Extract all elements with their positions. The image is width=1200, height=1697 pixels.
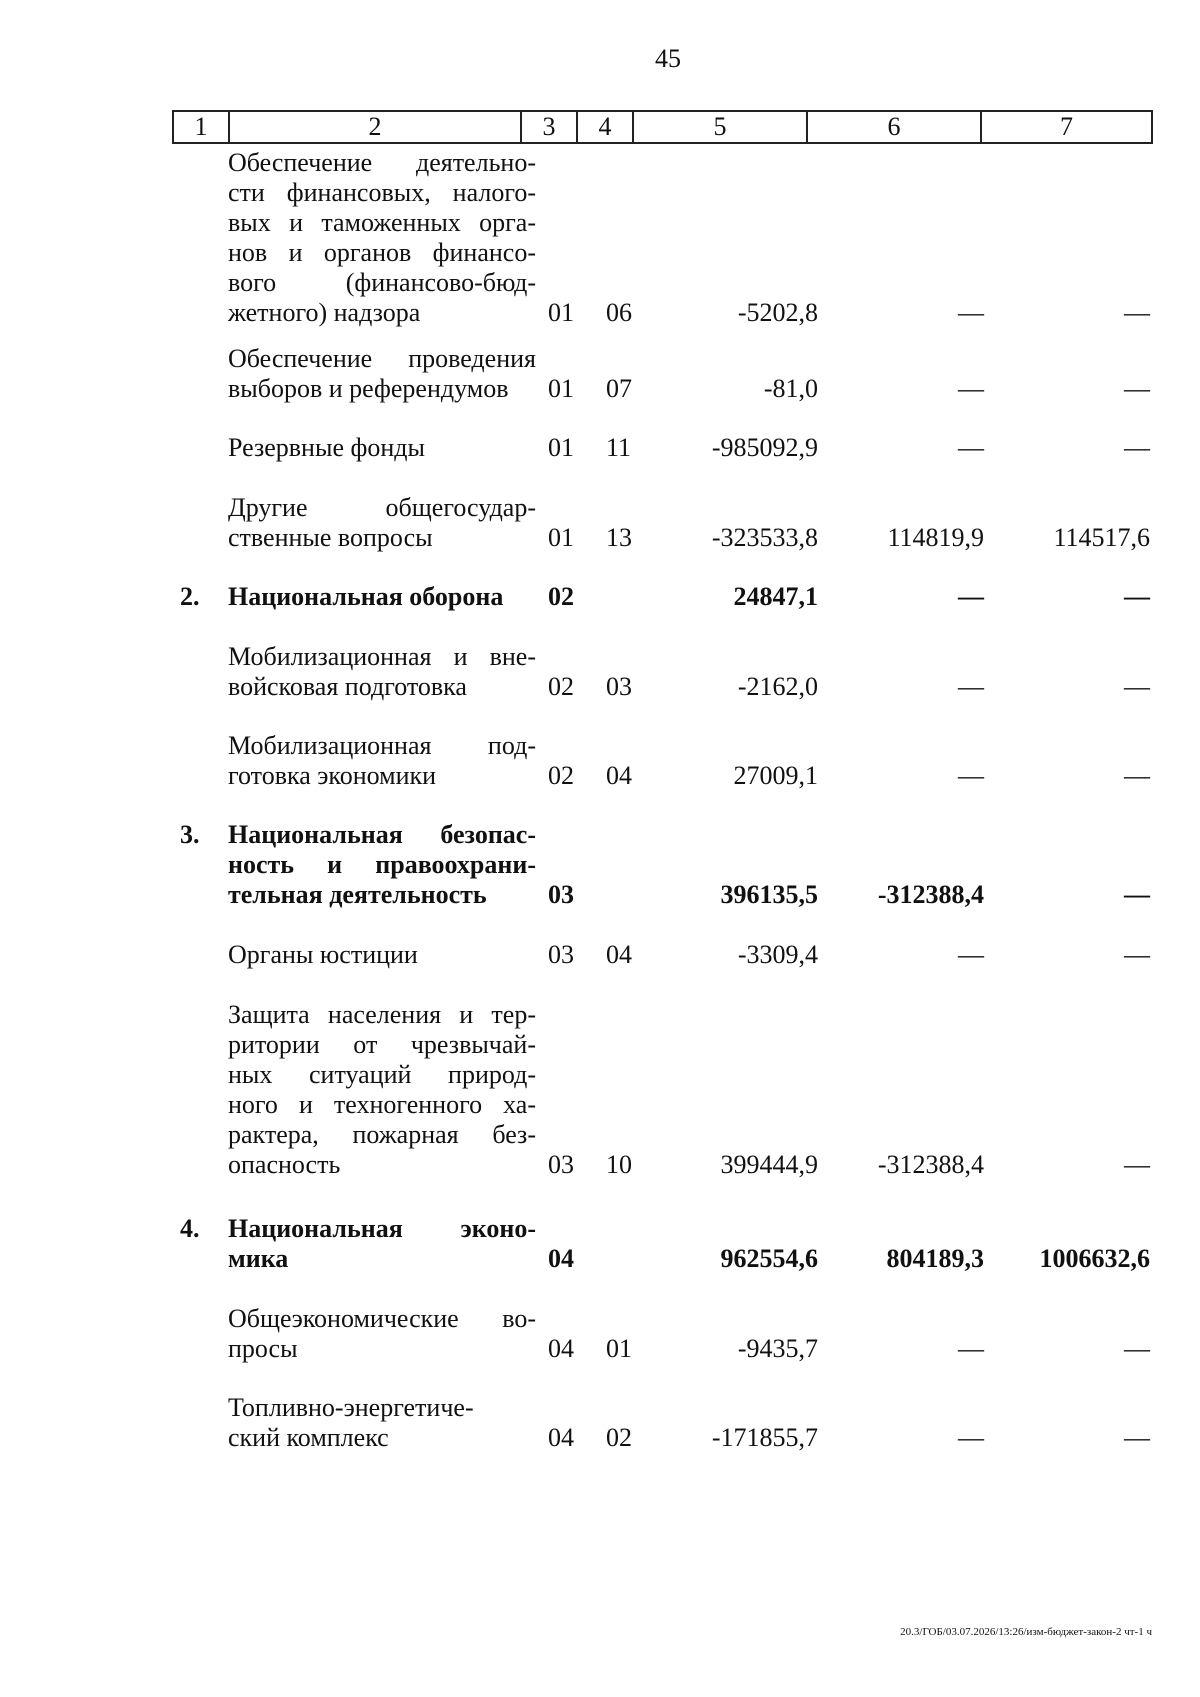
cell-c6: —	[958, 672, 984, 701]
cell-c3: 02	[548, 672, 574, 701]
cell-c6: —	[958, 761, 984, 790]
row-name-line: Другие общегосудар-	[228, 493, 536, 522]
row-name	[228, 1000, 536, 1180]
cell-c7: —	[1124, 940, 1150, 969]
row-name	[228, 820, 536, 910]
cell-c7: —	[1124, 582, 1150, 611]
cell-c3: 02	[548, 761, 574, 790]
cell-c4: 04	[606, 940, 632, 969]
column-header-3: 3	[521, 111, 577, 143]
row-name	[228, 582, 536, 612]
cell-c7: 1006632,6	[1039, 1244, 1150, 1273]
column-header-4: 4	[577, 111, 633, 143]
cell-c6: 114819,9	[887, 523, 984, 552]
row-name-line: готовка экономики	[228, 761, 437, 790]
cell-c6: —	[958, 433, 984, 462]
document-footer-code: 20.3/ГОБ/03.07.2026/13:26/изм-бюджет-закон-2 чт-1 ч	[900, 1626, 1152, 1638]
cell-c6: —	[958, 1334, 984, 1363]
row-name	[228, 148, 536, 328]
row-name-line: Мобилизационная и вне-	[228, 642, 536, 671]
row-name-line: вых и таможенных орга-	[228, 208, 536, 237]
row-name-line: выборов и референдумов	[228, 374, 509, 403]
cell-c6: -312388,4	[877, 880, 984, 909]
cell-c6: —	[958, 940, 984, 969]
cell-c4: 06	[606, 298, 632, 327]
cell-c3: 03	[548, 940, 574, 969]
row-name	[228, 1214, 536, 1274]
row-name-line: Резервные фонды	[228, 433, 425, 462]
row-name-line: Обеспечение деятельно-	[228, 148, 536, 177]
cell-c3: 01	[548, 374, 574, 403]
row-name-line: ного и техногенного ха-	[228, 1090, 536, 1119]
cell-c6: —	[958, 374, 984, 403]
column-header-7: 7	[981, 111, 1152, 143]
row-name-line: ритории от чрезвычай-	[228, 1030, 536, 1059]
row-name	[228, 940, 536, 970]
cell-c3: 04	[548, 1423, 574, 1452]
row-name-line: Национальная оборона	[228, 582, 504, 611]
cell-c3: 01	[548, 523, 574, 552]
cell-c5: 399444,9	[720, 1150, 818, 1179]
row-name-line: войсковая подготовка	[228, 672, 467, 701]
row-name-line: нов и органов финансо-	[228, 238, 536, 267]
cell-c5: -3309,4	[737, 940, 818, 969]
row-name-line: Органы юстиции	[228, 940, 418, 969]
cell-c7: —	[1124, 1423, 1150, 1452]
row-name	[228, 493, 536, 553]
cell-c4: 07	[606, 374, 632, 403]
row-name-line: Топливно-энергетиче-	[228, 1393, 474, 1422]
cell-c3: 03	[548, 1150, 574, 1179]
cell-c4: 13	[606, 523, 632, 552]
cell-c7: —	[1124, 880, 1150, 909]
row-name-line: тельная деятельность	[228, 880, 487, 909]
row-name-line: рактера, пожарная без-	[228, 1120, 536, 1149]
row-name-line: сти финансовых, налого-	[228, 178, 536, 207]
row-name-line: Обеспечение проведения	[228, 344, 536, 373]
cell-c5: 27009,1	[733, 761, 818, 790]
row-name	[228, 1393, 536, 1453]
row-name-line: опасность	[228, 1150, 341, 1179]
cell-c3: 04	[548, 1334, 574, 1363]
cell-c5: -5202,8	[737, 298, 818, 327]
cell-c7: —	[1124, 1150, 1150, 1179]
page-number: 45	[655, 44, 681, 73]
cell-c3: 01	[548, 433, 574, 462]
cell-c3: 04	[548, 1244, 574, 1273]
row-name-line: ность и правоохрани-	[228, 850, 536, 879]
row-name	[228, 1304, 536, 1364]
cell-c4: 10	[606, 1150, 632, 1179]
cell-c5: 396135,5	[720, 880, 818, 909]
row-name-line: ский комплекс	[228, 1423, 389, 1452]
row-name	[228, 344, 536, 404]
row-name-line: мика	[228, 1244, 289, 1273]
column-header-table	[172, 110, 1153, 144]
cell-c7: 114517,6	[1053, 523, 1150, 552]
cell-c7: —	[1124, 1334, 1150, 1363]
row-name-line: вого (финансово-бюд-	[228, 268, 536, 297]
row-name	[228, 731, 536, 791]
column-header-row	[173, 111, 1152, 143]
cell-c3: 01	[548, 298, 574, 327]
cell-c4: 04	[606, 761, 632, 790]
cell-c5: -985092,9	[711, 433, 818, 462]
row-name-line: ственные вопросы	[228, 523, 433, 552]
cell-c5: -81,0	[763, 374, 818, 403]
cell-c6: -312388,4	[877, 1150, 984, 1179]
column-header-2: 2	[229, 111, 521, 143]
row-name-line: просы	[228, 1334, 298, 1363]
cell-c5: -323533,8	[711, 523, 818, 552]
row-name-line: Национальная эконо-	[228, 1214, 536, 1243]
row-number: 4.	[180, 1214, 200, 1243]
cell-c7: —	[1124, 761, 1150, 790]
column-header-1: 1	[173, 111, 229, 143]
cell-c7: —	[1124, 672, 1150, 701]
cell-c6: —	[958, 1423, 984, 1452]
column-header-6: 6	[807, 111, 981, 143]
cell-c6: 804189,3	[886, 1244, 984, 1273]
row-name-line: Общеэкономические во-	[228, 1304, 536, 1333]
cell-c4: 01	[606, 1334, 632, 1363]
cell-c5: -2162,0	[737, 672, 818, 701]
cell-c3: 02	[548, 582, 574, 611]
cell-c4: 02	[606, 1423, 632, 1452]
row-name-line: Защита населения и тер-	[228, 1000, 536, 1029]
row-name	[228, 433, 536, 463]
cell-c7: —	[1124, 298, 1150, 327]
cell-c4: 03	[606, 672, 632, 701]
cell-c5: 24847,1	[733, 582, 818, 611]
row-name-line: жетного) надзора	[228, 298, 421, 327]
column-header-5: 5	[633, 111, 807, 143]
cell-c5: -171855,7	[711, 1423, 818, 1452]
cell-c7: —	[1124, 433, 1150, 462]
row-name-line: Национальная безопас-	[228, 820, 536, 849]
cell-c5: -9435,7	[737, 1334, 818, 1363]
cell-c7: —	[1124, 374, 1150, 403]
cell-c6: —	[958, 582, 984, 611]
cell-c6: —	[958, 298, 984, 327]
cell-c4: 11	[606, 433, 632, 462]
row-name	[228, 642, 536, 702]
row-number: 3.	[180, 820, 200, 849]
row-name-line: Мобилизационная под-	[228, 731, 536, 760]
row-number: 2.	[180, 582, 200, 611]
row-name-line: ных ситуаций природ-	[228, 1060, 536, 1089]
cell-c5: 962554,6	[720, 1244, 818, 1273]
cell-c3: 03	[548, 880, 574, 909]
